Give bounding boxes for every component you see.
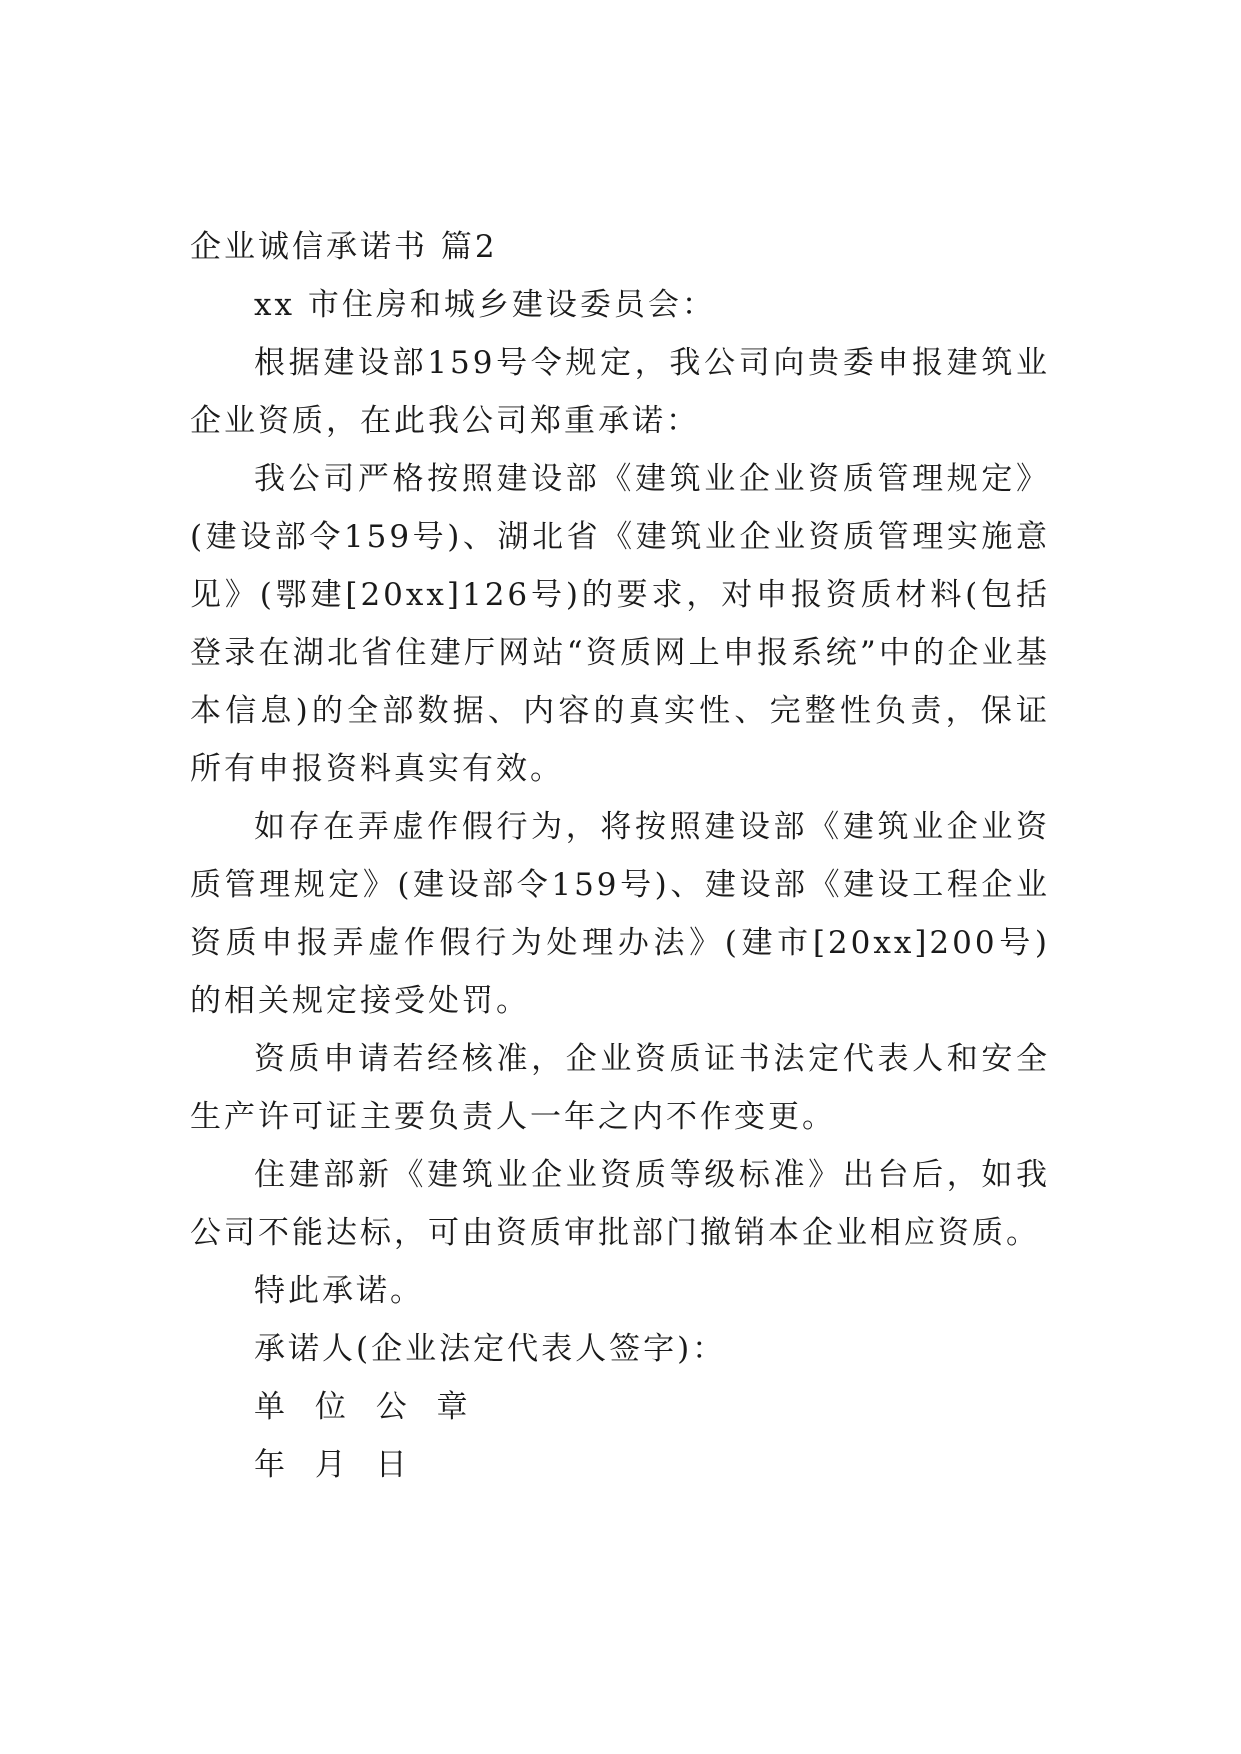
document-title: 企业诚信承诺书 篇2 bbox=[190, 229, 498, 265]
paragraph-3: 如存在弄虚作假行为，将按照建设部《建筑业企业资质管理规定》(建设部令159号)、建设部《建设工程企业资质申报弄虚作假行为处理办法》(建市[20xx]200号)的相关规定接受处罚。 bbox=[190, 809, 1050, 1019]
seal-line: 单 位 公 章 bbox=[254, 1389, 478, 1425]
closing-line: 特此承诺。 bbox=[254, 1273, 424, 1309]
document-body bbox=[190, 218, 1050, 1494]
paragraph-1: 根据建设部159号令规定，我公司向贵委申报建筑业企业资质，在此我公司郑重承诺： bbox=[190, 345, 1050, 439]
paragraph-4: 资质申请若经核准，企业资质证书法定代表人和安全生产许可证主要负责人一年之内不作变更。 bbox=[190, 1041, 1050, 1135]
paragraph-2: 我公司严格按照建设部《建筑业企业资质管理规定》(建设部令159号)、湖北省《建筑业企业资质管理实施意见》(鄂建[20xx]126号)的要求，对申报资质材料(包括登录在湖北省住建厅网站“资质网上申报系统”中的企业基本信息)的全部数据、内容的真实性、完整性负责，保证所有申报资料真实有效。 bbox=[190, 461, 1050, 787]
date-line: 年 月 日 bbox=[254, 1447, 417, 1483]
salutation: xx 市住房和城乡建设委员会： bbox=[254, 287, 716, 323]
signature-line: 承诺人(企业法定代表人签字)： bbox=[254, 1331, 727, 1367]
paragraph-5: 住建部新《建筑业企业资质等级标准》出台后，如我公司不能达标，可由资质审批部门撤销本企业相应资质。 bbox=[190, 1157, 1050, 1251]
